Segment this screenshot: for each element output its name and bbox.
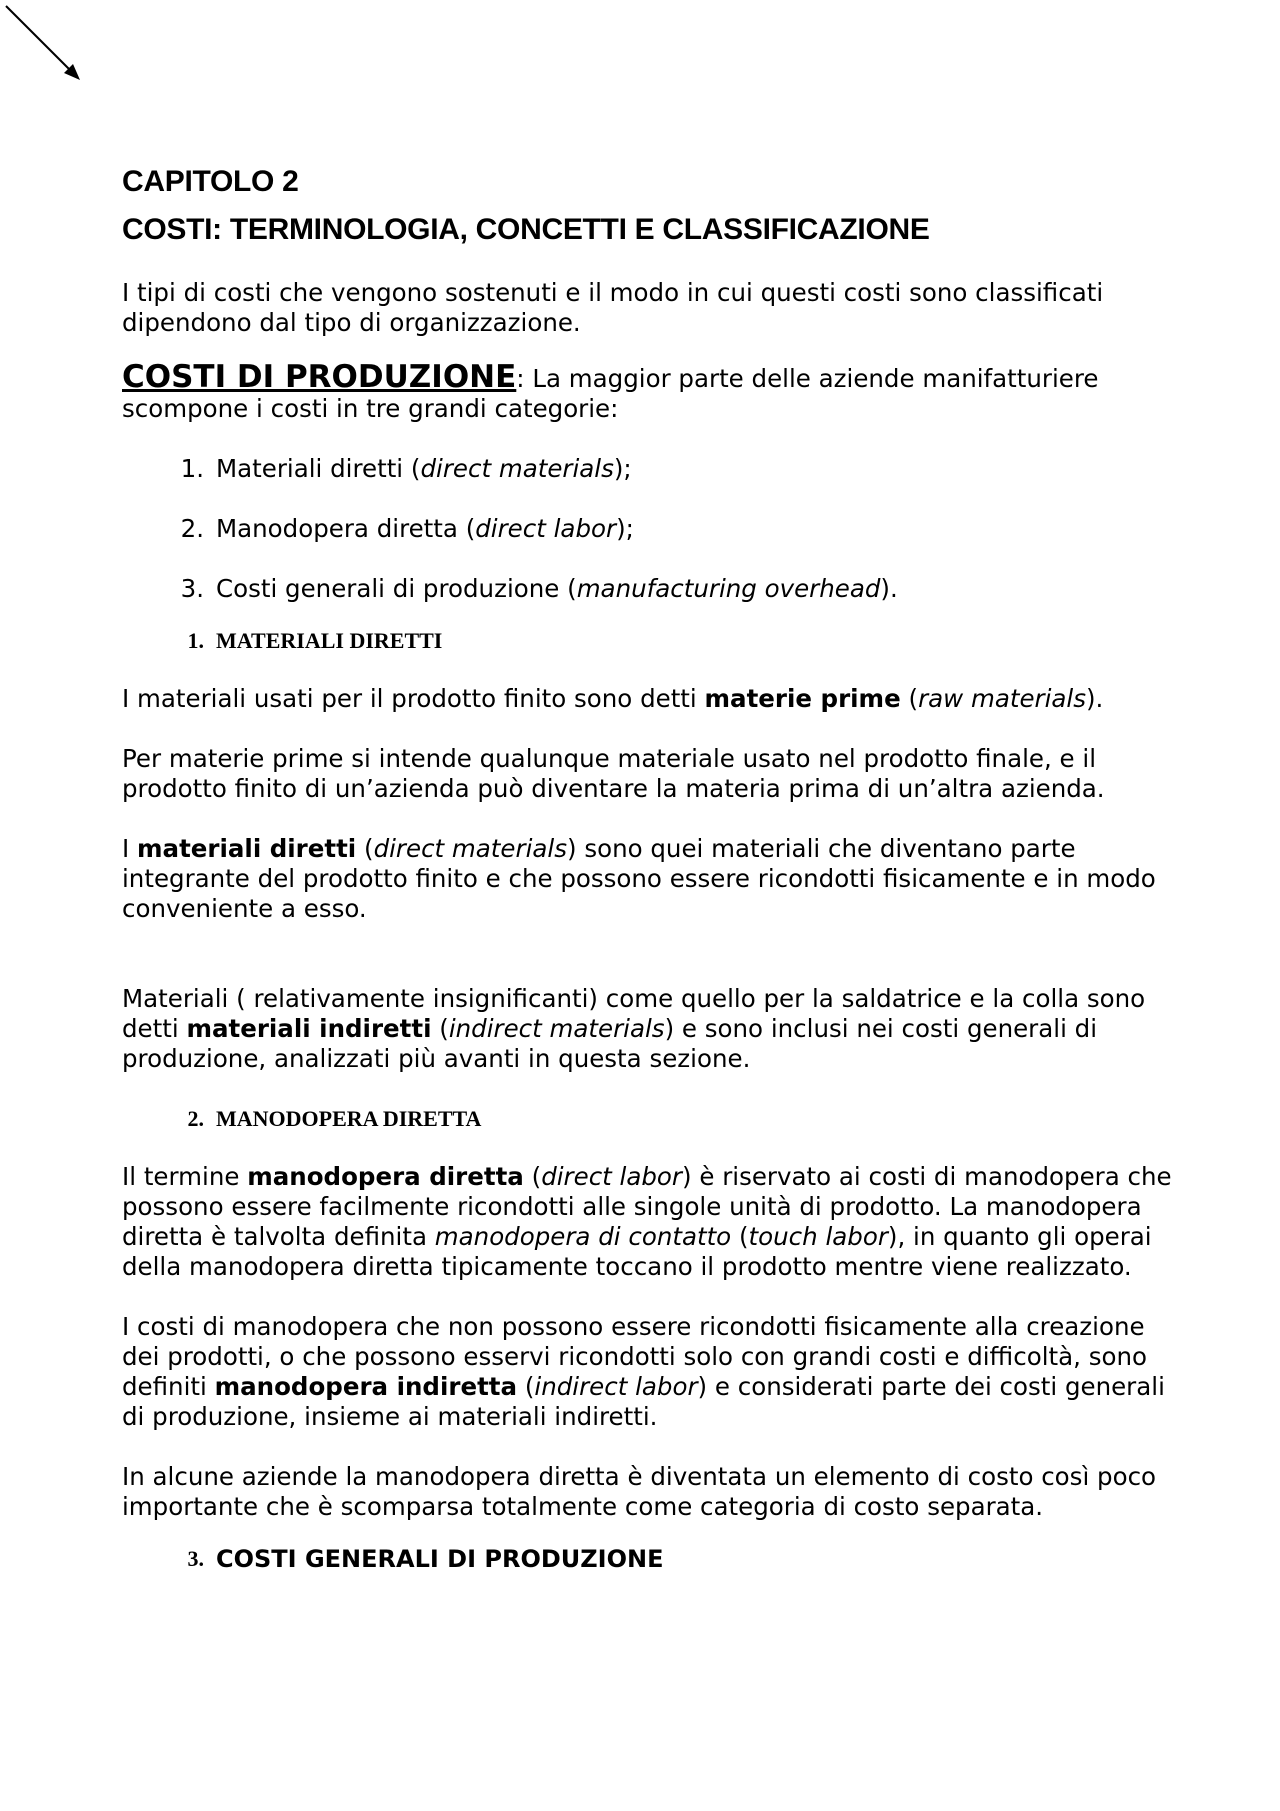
paragraph: Il termine manodopera diretta (direct labor) è riservato ai costi di manodopera che possono essere facilmente ricondotti alle singole unità di prodotto. La manodopera diretta è talvolta definita manodopera di contatto (touch labor), in quanto gli operai della manodopera diretta tipicamente toccano il prodotto mentre viene realizzato. [122,1162,1172,1281]
paragraph: Materiali ( relativamente insignificanti) come quello per la saldatrice e la colla sono detti materiali indiretti (indirect materials) e sono inclusi nei costi generali di produzione, analizzati più avanti in questa sezione. [122,984,1146,1073]
intro-paragraph: I tipi di costi che vengono sostenuti e il modo in cui questi costi sono classificati dipendono dal tipo di organizzazione. [122,278,1104,337]
subsection-heading: 2. MANODOPERA DIRETTA [187,1106,482,1131]
categories-list [122,454,1182,604]
section-paragraph [122,359,1182,424]
subsection-heading: 3. COSTI GENERALI DI PRODUZIONE [187,1545,664,1573]
list-item: 1. Materiali diretti (direct materials); [180,454,632,483]
paragraph: I materiali usati per il prodotto finito sono detti materie prime (raw materials). [122,684,1104,713]
document-page [122,158,1182,1574]
arrow-icon [0,0,90,90]
list-item: 2. Manodopera diretta (direct labor); [180,514,634,543]
chapter-title: COSTI: TERMINOLOGIA, CONCETTI E CLASSIFICAZIONE [122,213,930,246]
paragraph: In alcune aziende la manodopera diretta è diventata un elemento di costo così poco importante che è scomparsa totalmente come categoria di costo separata. [122,1462,1157,1521]
paragraph: Per materie prime si intende qualunque materiale usato nel prodotto finale, e il prodotto finito di un’azienda può diventare la materia prima di un’altra azienda. [122,744,1105,803]
section-title: COSTI DI PRODUZIONE [122,359,517,395]
paragraph: I materiali diretti (direct materials) sono quei materiali che diventano parte integrante del prodotto finito e che possono essere ricondotti fisicamente e in modo conveniente a esso. [122,834,1156,923]
subsection-heading: 1. MATERIALI DIRETTI [187,628,443,653]
chapter-number: CAPITOLO 2 [122,165,299,198]
section-lead: : La maggior parte delle aziende manifatturiere scompone i costi in tre grandi categorie: [122,364,1099,423]
paragraph: I costi di manodopera che non possono essere ricondotti fisicamente alla creazione dei prodotti, o che possono esservi ricondotti solo con grandi costi e difficoltà, sono definiti manodopera indiretta (indirect labor) e considerati parte dei costi generali di produzione, insieme ai materiali indiretti. [122,1312,1165,1431]
list-item: 3. Costi generali di produzione (manufacturing overhead). [180,574,898,603]
